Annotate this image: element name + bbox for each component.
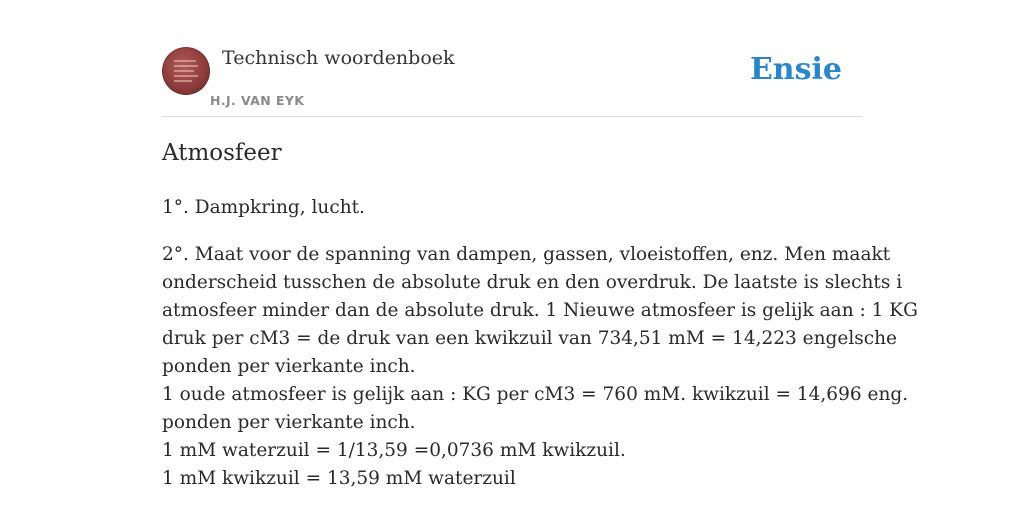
- definition-line: 1 mM kwikzuil = 13,59 mM waterzuil: [162, 468, 516, 489]
- definition-line: 2°. Maat voor de spanning van dampen, gassen, vloeistoffen, enz. Men maakt: [162, 244, 891, 265]
- definition-line: 1 oude atmosfeer is gelijk aan : KG per cM3 = 760 mM. kwikzuil = 14,696 eng.: [162, 384, 909, 405]
- definition-line: onderscheid tusschen de absolute druk en den overdruk. De laatste is slechts i: [162, 272, 903, 293]
- book-cover-icon[interactable]: [162, 47, 210, 95]
- definition-line: druk per cM3 = de druk van een kwikzuil van 734,51 mM = 14,223 engelsche: [162, 328, 897, 349]
- entry-body: [162, 194, 918, 493]
- header: [162, 44, 862, 117]
- definition-line: 1 mM waterzuil = 1/13,59 =0,0736 mM kwikzuil.: [162, 440, 626, 461]
- definition-line: atmosfeer minder dan de absolute druk. 1 Nieuwe atmosfeer is gelijk aan : 1 KG: [162, 300, 918, 321]
- definition-line: 1°. Dampkring, lucht.: [162, 197, 365, 218]
- entry-title: Atmosfeer: [162, 140, 282, 166]
- definition-line: ponden per vierkante inch.: [162, 356, 416, 377]
- definition-line: ponden per vierkante inch.: [162, 412, 416, 433]
- book-author[interactable]: H.J. VAN EYK: [210, 93, 305, 108]
- ensie-logo-link[interactable]: Ensie: [749, 52, 842, 87]
- book-title[interactable]: Technisch woordenboek: [222, 47, 455, 69]
